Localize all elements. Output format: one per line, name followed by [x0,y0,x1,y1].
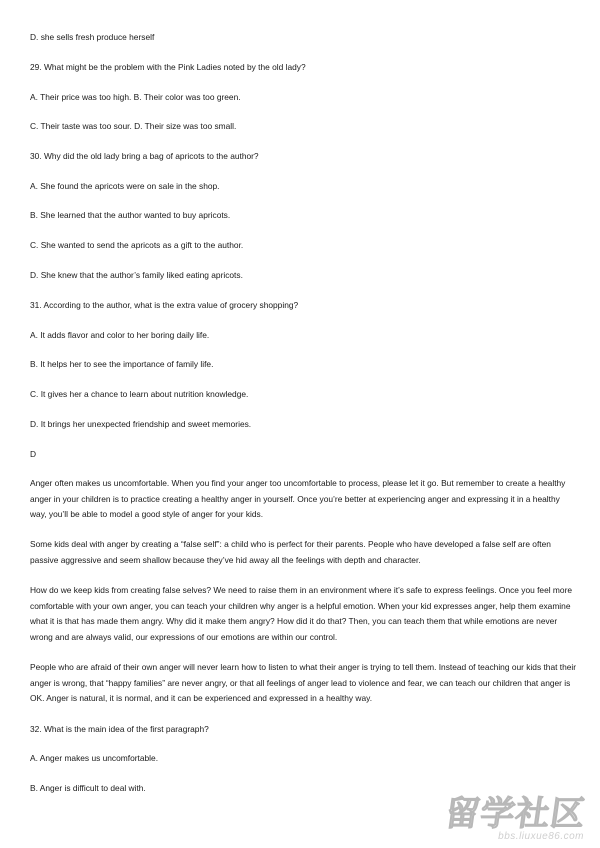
section-heading-d: D [30,449,37,459]
option-line: B. She learned that the author wanted to buy apricots. [30,210,231,220]
option-line: A. It adds flavor and color to her boring daily life. [30,330,210,340]
option-line: D. She knew that the author’s family liked eating apricots. [30,270,243,280]
watermark-url: bbs.liuxue86.com [498,831,584,842]
option-line: C. It gives her a chance to learn about nutrition knowledge. [30,389,249,399]
passage-paragraph-3: How do we keep kids from creating false selves? We need to raise them in an environment where it’s safe to express feelings. Once you feel more comfortable with your own anger, you can teach your children why anger is a helpful emotion. When your kid expresses anger, help them examine what it is that has made them angry. Why did it make them angry? How did it do that? Then, you can teach them that while emotions are never wrong and are always valid, our expressions of our emotions are within our control. [30,585,573,642]
question-32: 32. What is the main idea of the first paragraph? [30,724,209,734]
passage-paragraph-4: People who are afraid of their own anger will never learn how to listen to what their anger is trying to tell them. Instead of teaching our kids that their anger is wrong, that “happy families” are never angry, or that all feelings of anger lead to violence and fear, we can teach our children that anger is OK. Anger is natural, it is normal, and it can be experienced and expressed in a healthy way. [30,662,577,703]
option-line: A. Their price was too high. B. Their color was too green. [30,92,241,102]
option-line: B. Anger is difficult to deal with. [30,783,146,793]
option-line: D. she sells fresh produce herself [30,32,155,42]
passage-paragraph-1: Anger often makes us uncomfortable. When you find your anger too uncomfortable to process, please let it go. But remember to create a healthy anger in your children is to practice creating a healthy anger in yourself. Once you’re better at experiencing anger and expressing it in a healthy way, you’ll be able to model a good style of anger for your kids. [30,478,566,519]
option-line: C. She wanted to send the apricots as a gift to the author. [30,240,244,250]
option-line: C. Their taste was too sour. D. Their size was too small. [30,121,237,131]
question-31: 31. According to the author, what is the extra value of grocery shopping? [30,300,299,310]
option-line: D. It brings her unexpected friendship and sweet memories. [30,419,252,429]
site-watermark [424,786,594,844]
option-line: A. She found the apricots were on sale in the shop. [30,181,220,191]
question-30: 30. Why did the old lady bring a bag of apricots to the author? [30,151,259,161]
option-line: B. It helps her to see the importance of family life. [30,359,214,369]
watermark-logo: 留学社区 [442,794,589,834]
passage-paragraph-2: Some kids deal with anger by creating a “false self”: a child who is perfect for their parents. People who have developed a false self are often passive aggressive and seem shallow because they’ve hid away all the feelings with depth and character. [30,539,551,565]
question-29: 29. What might be the problem with the Pink Ladies noted by the old lady? [30,62,306,72]
option-line: A. Anger makes us uncomfortable. [30,753,159,763]
